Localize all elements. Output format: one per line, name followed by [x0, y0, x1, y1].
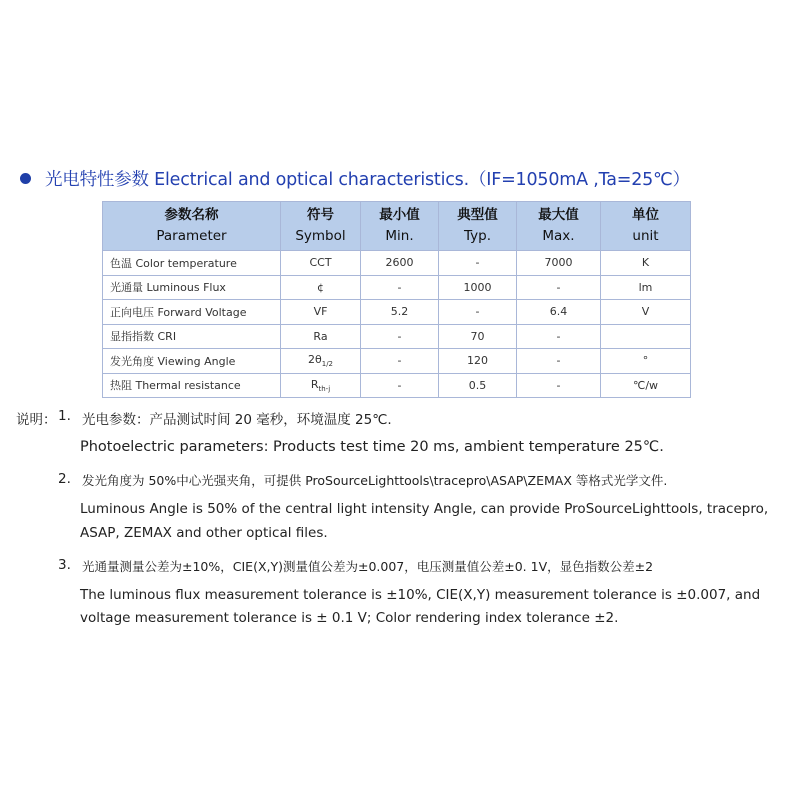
cell-typ: 70	[439, 324, 517, 349]
header-cell: 单位 unit	[601, 202, 691, 251]
cell-max: 7000	[517, 251, 601, 276]
cell-symbol: VF	[281, 300, 361, 325]
cell-symbol: ¢	[281, 275, 361, 300]
note-1-chinese: 光电参数：产品测试时间 20 毫秒，环境温度 25℃.	[82, 412, 392, 428]
cell-symbol: CCT	[281, 251, 361, 276]
table-row	[103, 300, 691, 325]
note-2-english-line-1: Luminous Angle is 50% of the central light intensity Angle, can provide ProSourceLighttools, tracepro,	[80, 501, 769, 517]
note-2-chinese: 发光角度为 50%中心光强夹角，可提供 ProSourceLighttools\tracepro\ASAP\ZEMAX 等格式光学文件.	[82, 473, 668, 488]
cell-symbol: $2\theta_{1/2}$	[281, 349, 361, 374]
cell-symbol: $R_{th-j}$	[281, 373, 361, 398]
cell-unit: V	[601, 300, 691, 325]
cell-parameter: 显指指数 CRI	[103, 324, 281, 349]
cell-unit	[601, 324, 691, 349]
header-cell: 最小值 Min.	[361, 202, 439, 251]
cell-typ: 0.5	[439, 373, 517, 398]
cell-parameter: 热阻 Thermal resistance	[103, 373, 281, 398]
cell-min: -	[361, 373, 439, 398]
note-1-english: Photoelectric parameters: Products test time 20 ms, ambient temperature 25℃.	[80, 439, 664, 455]
cell-parameter: 正向电压 Forward Voltage	[103, 300, 281, 325]
spec-table	[102, 201, 691, 398]
header-cell: 典型值 Typ.	[439, 202, 517, 251]
cell-typ: 120	[439, 349, 517, 374]
cell-symbol: Ra	[281, 324, 361, 349]
cell-unit: K	[601, 251, 691, 276]
table-header	[103, 202, 691, 251]
note-3-english-line-2: voltage measurement tolerance is ± 0.1 V; Color rendering index tolerance ±2.	[80, 610, 619, 626]
note-number: 3.	[58, 557, 71, 573]
cell-min: -	[361, 324, 439, 349]
cell-parameter: 色温 Color temperature	[103, 251, 281, 276]
table-row	[103, 324, 691, 349]
note-3-chinese: 光通量测量公差为±10%，CIE(X,Y)测量值公差为±0.007，电压测量值公差±0. 1V，显色指数公差±2	[82, 559, 654, 574]
cell-parameter: 光通量 Luminous Flux	[103, 275, 281, 300]
cell-unit: °	[601, 349, 691, 374]
cell-parameter: 发光角度 Viewing Angle	[103, 349, 281, 374]
table-row	[103, 373, 691, 398]
heading-text: 光电特性参数 Electrical and optical characteristics.（IF=1050mA ,Ta=25℃）	[45, 169, 690, 190]
cell-typ: -	[439, 251, 517, 276]
cell-unit: ℃/w	[601, 373, 691, 398]
note-3-english-line-1: The luminous flux measurement tolerance is ±10%, CIE(X,Y) measurement tolerance is ±0.007, and	[80, 587, 761, 603]
note-number: 1.	[58, 408, 71, 424]
cell-min: 5.2	[361, 300, 439, 325]
header-cell: 符号 Symbol	[281, 202, 361, 251]
section-heading	[16, 163, 796, 193]
cell-typ: -	[439, 300, 517, 325]
note-number: 2.	[58, 471, 71, 487]
cell-max: -	[517, 349, 601, 374]
cell-min: -	[361, 349, 439, 374]
note-2-english-line-2: ASAP, ZEMAX and other optical files.	[80, 525, 328, 541]
cell-unit: lm	[601, 275, 691, 300]
cell-max: -	[517, 324, 601, 349]
cell-max: -	[517, 275, 601, 300]
cell-max: -	[517, 373, 601, 398]
header-cell: 最大值 Max.	[517, 202, 601, 251]
table-row	[103, 275, 691, 300]
notes-prefix: 说明：	[16, 412, 57, 428]
cell-typ: 1000	[439, 275, 517, 300]
cell-min: 2600	[361, 251, 439, 276]
cell-max: 6.4	[517, 300, 601, 325]
cell-min: -	[361, 275, 439, 300]
header-cell: 参数名称 Parameter	[103, 202, 281, 251]
table-row	[103, 251, 691, 276]
bullet-icon	[20, 173, 31, 184]
table-row	[103, 349, 691, 374]
